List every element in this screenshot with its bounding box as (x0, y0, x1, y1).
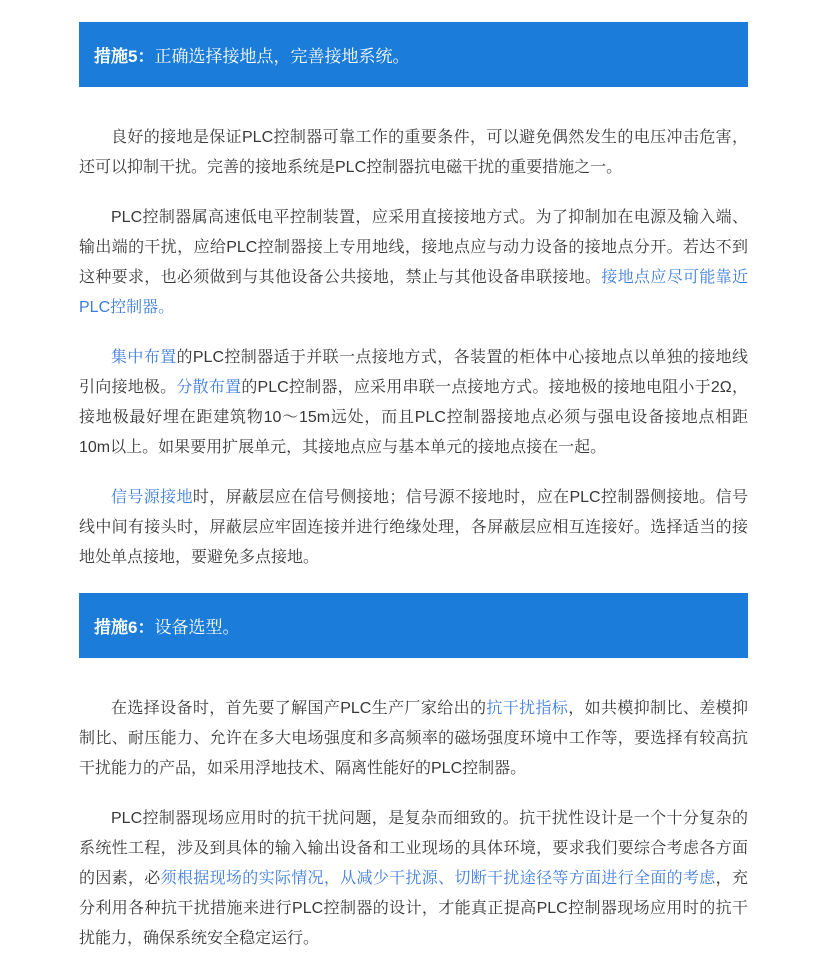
paragraph-signal-source-grounding (79, 483, 748, 573)
text-run: 的PLC控制器，应采用串联一点接地方式。接地极的接地电阻小于2Ω，接地极最好埋在距建筑物10～15m远处，而且PLC控制器接地点必须与强电设备接地点相距10m以上。如果要用扩展单元，其接地点应与基本单元的接地点接在一起。 (79, 379, 748, 456)
text-run: 良好的接地是保证PLC控制器可靠工作的重要条件，可以避免偶然发生的电压冲击危害，还可以抑制干扰。完善的接地系统是PLC控制器抗电磁干扰的重要措施之一。 (79, 129, 748, 176)
text-run: 的PLC控制器适于并联一点接地方式，各装置的柜体中心接地点以单独的接地线引向接地极。 (79, 349, 748, 396)
paragraph-layout-grounding (79, 343, 748, 463)
link-distributed-layout[interactable]: 分散布置 (176, 379, 242, 396)
paragraph-grounding-importance (79, 123, 748, 183)
measure-5-label: 措施5： (94, 47, 155, 66)
link-centralized-layout[interactable]: 集中布置 (111, 349, 177, 366)
link-comprehensive-consideration[interactable]: 须根据现场的实际情况，从减少干扰源、切断干扰途径等方面进行全面的考虑 (160, 870, 716, 887)
text-run: ，如共模抑制比、差模抑制比、耐压能力、允许在多大电场强度和多高频率的磁场强度环境中工作等，要选择有较高抗干扰能力的产品，如采用浮地技术、隔离性能好的PLC控制器。 (79, 700, 748, 777)
text-run: 时，屏蔽层应在信号侧接地；信号源不接地时，应在PLC控制器侧接地。信号线中间有接头时，屏蔽层应牢固连接并进行绝缘处理，各屏蔽层应相互连接好。选择适当的接地处单点接地，要避免多点接地。 (79, 489, 748, 566)
link-grounding-point-near-plc[interactable]: 接地点应尽可能靠近PLC控制器。 (79, 269, 748, 316)
paragraph-direct-grounding (79, 203, 748, 323)
text-run: 在选择设备时，首先要了解国产PLC生产厂家给出的 (111, 700, 487, 717)
measure-5-title: 正确选择接地点，完善接地系统。 (154, 47, 410, 66)
text-run: PLC控制器属高速低电平控制装置，应采用直接接地方式。为了抑制加在电源及输入端、输出端的干扰，应给PLC控制器接上专用地线，接地点应与动力设备的接地点分开。若达不到这种要求，也必须做到与其他设备公共接地，禁止与其他设备串联接地。 (79, 209, 748, 286)
text-run: PLC控制器现场应用时的抗干扰问题，是复杂而细致的。抗干扰性设计是一个十分复杂的系统性工程，涉及到具体的输入输出设备和工业现场的具体环境，要求我们要综合考虑各方面的因素，必 (79, 810, 748, 887)
article-content (79, 22, 748, 954)
measure-6-heading (79, 593, 748, 658)
measure-6-label: 措施6： (94, 618, 155, 637)
link-signal-source-grounding[interactable]: 信号源接地 (111, 489, 193, 506)
paragraph-equipment-selection (79, 694, 748, 784)
measure-6-title: 设备选型。 (154, 618, 240, 637)
link-anti-interference-index[interactable]: 抗干扰指标 (486, 700, 569, 717)
measure-5-heading (79, 22, 748, 87)
text-run: ，充分利用各种抗干扰措施来进行PLC控制器的设计，才能真正提高PLC控制器现场应用时的抗干扰能力，确保系统安全稳定运行。 (79, 870, 748, 947)
